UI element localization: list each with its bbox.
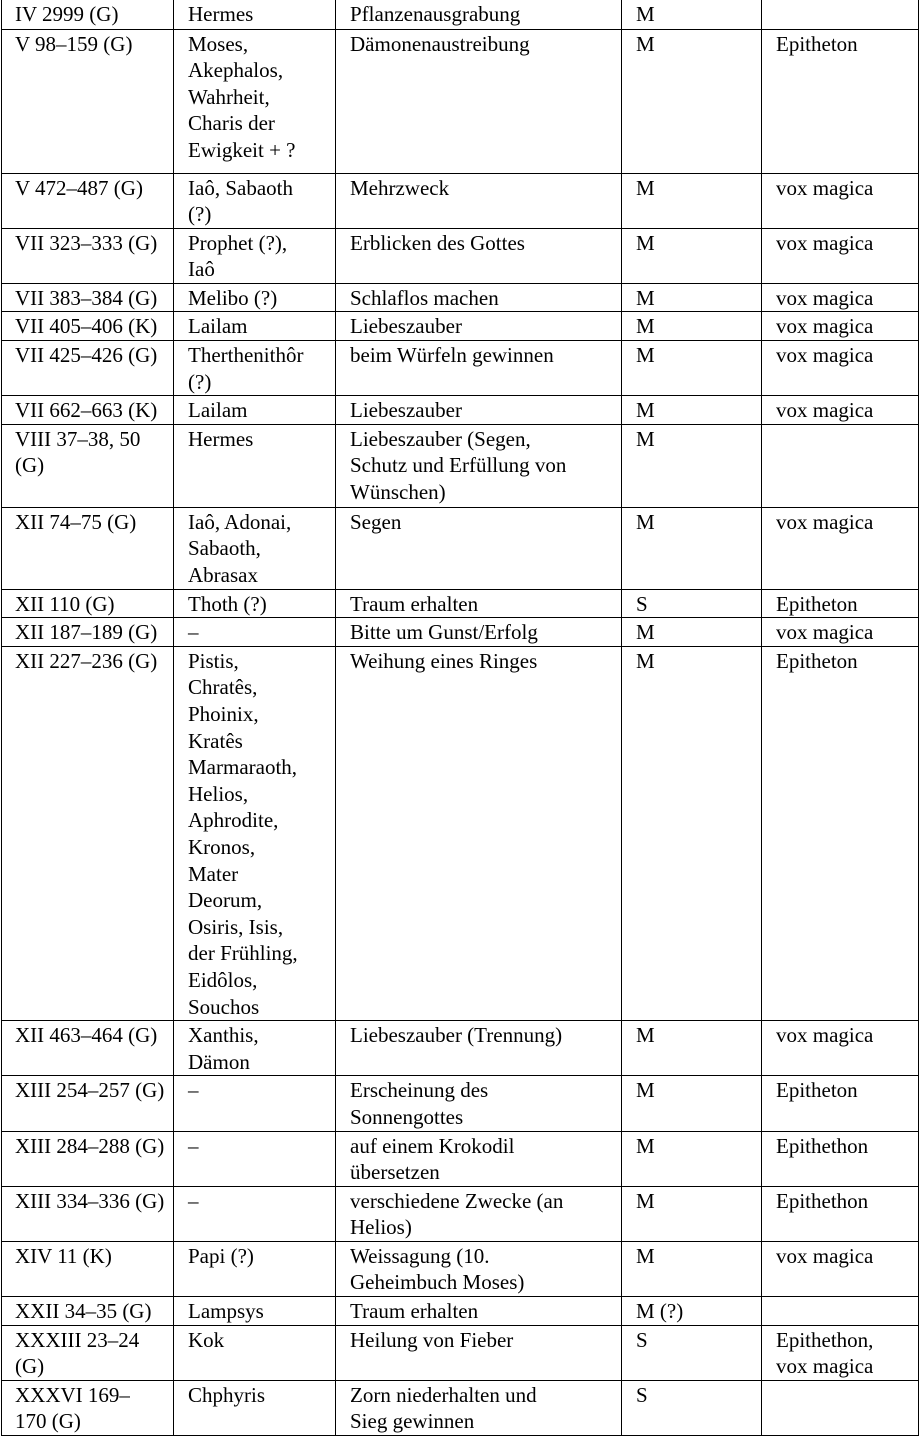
cell-note <box>762 1380 919 1435</box>
cell-deity-name: Kok <box>174 1325 336 1380</box>
cell-type: M <box>622 618 762 647</box>
table-row <box>2 589 919 618</box>
table-row <box>2 1021 919 1076</box>
cell-purpose: Mehrzweck <box>336 173 622 228</box>
cell-deity-name: – <box>174 1186 336 1241</box>
cell-purpose: Liebeszauber <box>336 312 622 341</box>
cell-purpose: Weissagung (10. Geheimbuch Moses) <box>336 1241 622 1296</box>
cell-deity-name: Xanthis, Dämon <box>174 1021 336 1076</box>
cell-note: vox magica <box>762 341 919 396</box>
table-row <box>2 1131 919 1186</box>
cell-note: vox magica <box>762 1021 919 1076</box>
cell-type: M <box>622 0 762 29</box>
cell-type: M <box>622 341 762 396</box>
cell-purpose: Weihung eines Ringes <box>336 646 622 1020</box>
cell-note: vox magica <box>762 507 919 589</box>
cell-reference: VII 323–333 (G) <box>2 228 174 283</box>
cell-purpose: Traum erhalten <box>336 589 622 618</box>
cell-type: S <box>622 1380 762 1435</box>
cell-reference: VII 425–426 (G) <box>2 341 174 396</box>
cell-deity-name: – <box>174 1131 336 1186</box>
table-row <box>2 312 919 341</box>
cell-type: M <box>622 312 762 341</box>
cell-purpose: Liebeszauber <box>336 396 622 425</box>
cell-purpose: Erscheinung des Sonnengottes <box>336 1076 622 1131</box>
cell-note <box>762 424 919 507</box>
cell-reference: VII 405–406 (K) <box>2 312 174 341</box>
cell-purpose: verschiedene Zwecke (an Helios) <box>336 1186 622 1241</box>
cell-note: Epithethon <box>762 1131 919 1186</box>
cell-deity-name: Chphyris <box>174 1380 336 1435</box>
cell-note: Epithethon <box>762 1186 919 1241</box>
cell-purpose: Zorn niederhalten und Sieg gewinnen <box>336 1380 622 1435</box>
cell-type: M <box>622 396 762 425</box>
cell-reference: XIII 254–257 (G) <box>2 1076 174 1131</box>
cell-deity-name: Lailam <box>174 396 336 425</box>
cell-deity-name: Hermes <box>174 424 336 507</box>
cell-type: S <box>622 1325 762 1380</box>
cell-note: Epitheton <box>762 1076 919 1131</box>
cell-reference: XII 74–75 (G) <box>2 507 174 589</box>
cell-deity-name: Lailam <box>174 312 336 341</box>
cell-note: vox magica <box>762 173 919 228</box>
table-row <box>2 1380 919 1435</box>
cell-type: M <box>622 173 762 228</box>
cell-purpose: Bitte um Gunst/Erfolg <box>336 618 622 647</box>
table-row <box>2 1297 919 1326</box>
cell-reference: XXII 34–35 (G) <box>2 1297 174 1326</box>
cell-note: Epitheton <box>762 589 919 618</box>
table-body <box>2 0 919 1436</box>
table-row <box>2 618 919 647</box>
cell-type: M <box>622 1021 762 1076</box>
table-row <box>2 1186 919 1241</box>
reference-table <box>1 0 919 1436</box>
cell-type: M <box>622 1241 762 1296</box>
cell-deity-name: Melibo (?) <box>174 283 336 312</box>
table-row <box>2 0 919 29</box>
cell-type: M <box>622 228 762 283</box>
cell-deity-name: – <box>174 1076 336 1131</box>
cell-note: vox magica <box>762 618 919 647</box>
cell-reference: V 472–487 (G) <box>2 173 174 228</box>
table-row <box>2 228 919 283</box>
table-row <box>2 507 919 589</box>
cell-deity-name: Thoth (?) <box>174 589 336 618</box>
cell-note: Epitheton <box>762 29 919 173</box>
cell-note: vox magica <box>762 396 919 425</box>
cell-deity-name: Moses, Akephalos, Wahrheit, Charis der Ewigkeit + ? <box>174 29 336 173</box>
cell-type: M <box>622 646 762 1020</box>
cell-reference: XII 110 (G) <box>2 589 174 618</box>
table-row <box>2 646 919 1020</box>
table-row <box>2 173 919 228</box>
table-row <box>2 341 919 396</box>
cell-type: M <box>622 1131 762 1186</box>
cell-reference: V 98–159 (G) <box>2 29 174 173</box>
cell-reference: XII 463–464 (G) <box>2 1021 174 1076</box>
cell-reference: XXXVI 169– 170 (G) <box>2 1380 174 1435</box>
cell-purpose: Dämonenaustreibung <box>336 29 622 173</box>
cell-purpose: Pflanzenausgrabung <box>336 0 622 29</box>
cell-reference: VII 662–663 (K) <box>2 396 174 425</box>
cell-type: M <box>622 283 762 312</box>
cell-note: vox magica <box>762 228 919 283</box>
cell-deity-name: Iaô, Sabaoth (?) <box>174 173 336 228</box>
cell-purpose: Liebeszauber (Segen, Schutz und Erfüllung von Wünschen) <box>336 424 622 507</box>
table-row <box>2 396 919 425</box>
table-row <box>2 29 919 173</box>
cell-note <box>762 1297 919 1326</box>
cell-type: M <box>622 1076 762 1131</box>
cell-purpose: beim Würfeln gewinnen <box>336 341 622 396</box>
cell-note: vox magica <box>762 283 919 312</box>
cell-note: vox magica <box>762 312 919 341</box>
cell-deity-name: Hermes <box>174 0 336 29</box>
table-row <box>2 283 919 312</box>
cell-type: M <box>622 29 762 173</box>
cell-reference: XXXIII 23–24 (G) <box>2 1325 174 1380</box>
cell-purpose: Liebeszauber (Trennung) <box>336 1021 622 1076</box>
cell-reference: IV 2999 (G) <box>2 0 174 29</box>
cell-purpose: Erblicken des Gottes <box>336 228 622 283</box>
cell-note: vox magica <box>762 1241 919 1296</box>
cell-note <box>762 0 919 29</box>
cell-purpose: auf einem Krokodil übersetzen <box>336 1131 622 1186</box>
table-row <box>2 1076 919 1131</box>
cell-reference: XII 187–189 (G) <box>2 618 174 647</box>
cell-purpose: Schlaflos machen <box>336 283 622 312</box>
cell-purpose: Segen <box>336 507 622 589</box>
cell-reference: VIII 37–38, 50 (G) <box>2 424 174 507</box>
cell-reference: VII 383–384 (G) <box>2 283 174 312</box>
cell-type: M <box>622 424 762 507</box>
cell-reference: XIII 334–336 (G) <box>2 1186 174 1241</box>
cell-type: M (?) <box>622 1297 762 1326</box>
cell-note: Epithethon, vox magica <box>762 1325 919 1380</box>
cell-reference: XIV 11 (K) <box>2 1241 174 1296</box>
cell-purpose: Traum erhalten <box>336 1297 622 1326</box>
table-row <box>2 1325 919 1380</box>
cell-deity-name: Iaô, Adonai, Sabaoth, Abrasax <box>174 507 336 589</box>
cell-type: M <box>622 507 762 589</box>
table-row <box>2 424 919 507</box>
cell-deity-name: Lampsys <box>174 1297 336 1326</box>
cell-purpose: Heilung von Fieber <box>336 1325 622 1380</box>
cell-deity-name: Pistis, Chratês, Phoinix, Kratês Marmaraoth, Helios, Aphrodite, Kronos, Mater Deorum, Osiris, Isis, der Frühling, Eidôlos, Souchos <box>174 646 336 1020</box>
cell-deity-name: Therthenithôr (?) <box>174 341 336 396</box>
cell-deity-name: Prophet (?), Iaô <box>174 228 336 283</box>
cell-reference: XII 227–236 (G) <box>2 646 174 1020</box>
table-row <box>2 1241 919 1296</box>
cell-note: Epitheton <box>762 646 919 1020</box>
cell-deity-name: – <box>174 618 336 647</box>
cell-reference: XIII 284–288 (G) <box>2 1131 174 1186</box>
cell-type: S <box>622 589 762 618</box>
cell-deity-name: Papi (?) <box>174 1241 336 1296</box>
cell-type: M <box>622 1186 762 1241</box>
